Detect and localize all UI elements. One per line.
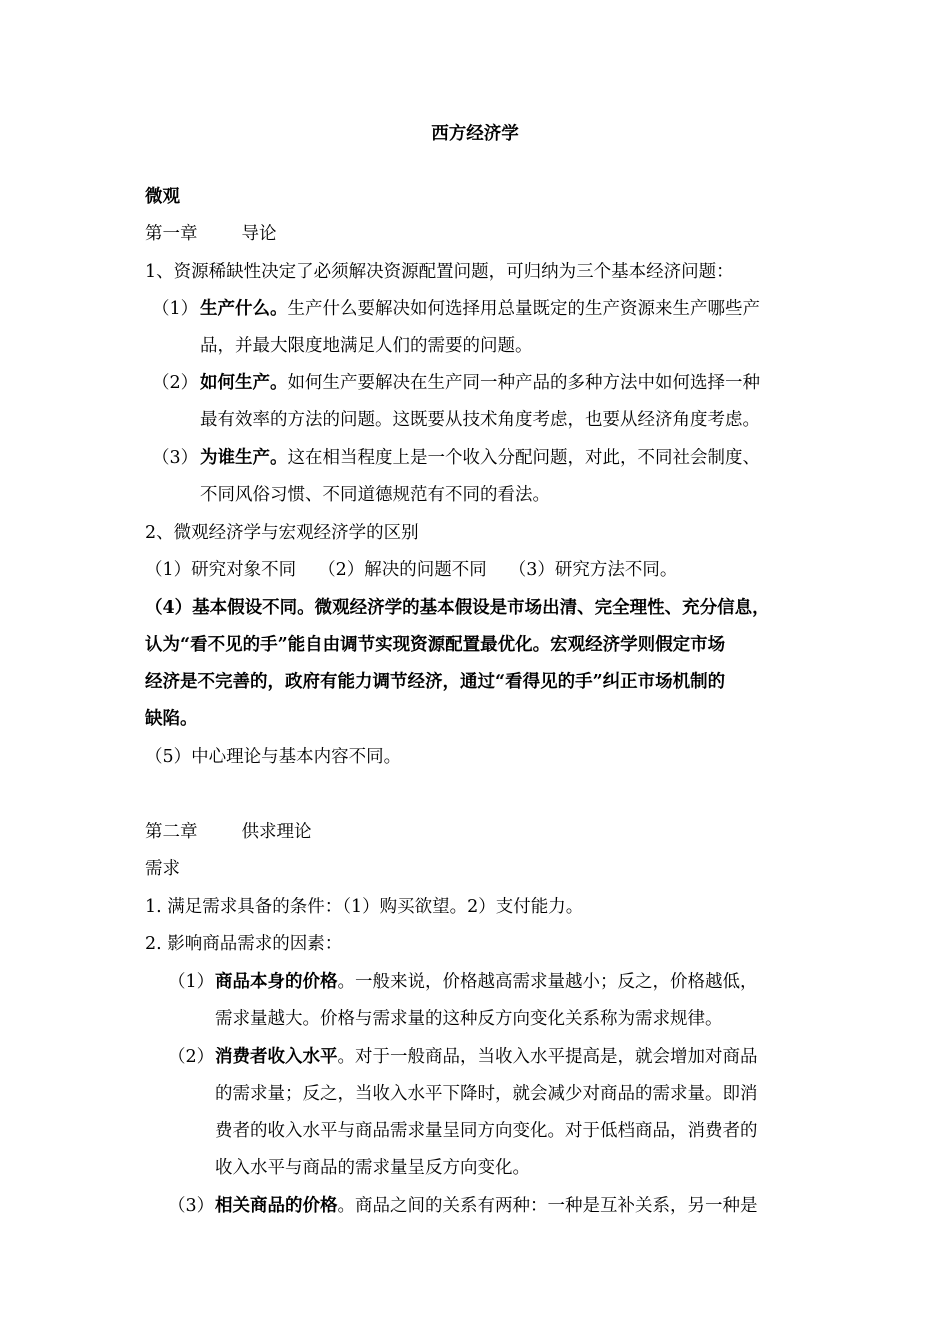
item-2-line-2: 最有效率的方法的问题。这既要从技术角度考虑，也要从经济角度考虑。	[200, 410, 760, 430]
chapter-2-label: 第二章	[145, 822, 198, 842]
item-2-line-1	[200, 371, 813, 395]
factor-3-head: 相关商品的价格	[215, 1196, 338, 1216]
demand-point-2: 2. 影响商品需求的因素：	[145, 934, 343, 954]
factor-2-line-4: 收入水平与商品的需求量呈反方向变化。	[215, 1158, 530, 1178]
chapter-1-label: 第一章	[145, 224, 198, 244]
factor-1-line-2: 需求量越大。价格与需求量的这种反方向变化关系称为需求规律。	[215, 1009, 723, 1029]
item-1-line-2: 品，并最大限度地满足人们的需要的问题。	[200, 336, 533, 356]
chapter-1-heading	[145, 222, 813, 246]
chapter-2-heading	[145, 820, 813, 844]
factor-2-line-3: 费者的收入水平与商品需求量呈同方向变化。对于低档商品，消费者的	[215, 1121, 758, 1141]
factor-2-text: 。对于一般商品，当收入水平提高是，就会增加对商品	[337, 1047, 758, 1067]
bold-para-line-1: （4）基本假设不同。微观经济学的基本假设是市场出清、完全理性、充分信息，	[145, 598, 770, 618]
factor-1-line-1	[215, 970, 813, 994]
difference-3: （3）研究方法不同。	[508, 560, 678, 580]
item-3-line-1	[200, 446, 813, 470]
item-2-head: 如何生产。	[200, 373, 288, 393]
item-2-text: 如何生产要解决在生产同一种产品的多种方法中如何选择一种	[287, 373, 760, 393]
item-3-number: （3）	[152, 448, 199, 468]
item-1-line-1	[200, 297, 813, 321]
item-1-text: 生产什么要解决如何选择用总量既定的生产资源来生产哪些产	[287, 299, 760, 319]
factor-3-number: （3）	[168, 1196, 215, 1216]
item-3-head: 为谁生产。	[200, 448, 288, 468]
doc-title: 西方经济学	[431, 124, 519, 144]
bold-para-line-4: 缺陷。	[145, 709, 198, 729]
chapter-1-name: 导论	[241, 224, 277, 244]
item-2-number: （2）	[152, 373, 199, 393]
difference-2: （2）解决的问题不同	[318, 560, 487, 580]
factor-2-number: （2）	[168, 1047, 215, 1067]
factor-2-line-2: 的需求量；反之，当收入水平下降时，就会减少对商品的需求量。即消	[215, 1084, 758, 1104]
factor-1-head: 商品本身的价格	[215, 972, 338, 992]
factor-1-text: 。一般来说，价格越高需求量越小；反之，价格越低，	[337, 972, 758, 992]
factor-3-line-1	[215, 1194, 813, 1218]
bold-para-line-2: 认为“看不见的手”能自由调节实现资源配置最优化。宏观经济学则假定市场	[145, 635, 726, 655]
paragraph-2: 2、微观经济学与宏观经济学的区别	[145, 523, 419, 543]
paragraph-1: 1、资源稀缺性决定了必须解决资源配置问题，可归纳为三个基本经济问题：	[145, 262, 734, 282]
item-1-head: 生产什么。	[200, 299, 288, 319]
factor-2-line-1	[215, 1045, 813, 1069]
factor-2-head: 消费者收入水平	[215, 1047, 338, 1067]
section-heading: 微观	[145, 187, 180, 207]
bold-para-line-3: 经济是不完善的，政府有能力调节经济，通过“看得见的手”纠正市场机制的	[145, 672, 726, 692]
difference-5: （5）中心理论与基本内容不同。	[145, 747, 402, 767]
demand-point-1: 1. 满足需求具备的条件：（1）购买欲望。2）支付能力。	[145, 897, 584, 917]
chapter-2-name: 供求理论	[241, 822, 312, 842]
factor-3-text: 。商品之间的关系有两种：一种是互补关系，另一种是	[337, 1196, 758, 1216]
factor-1-number: （1）	[168, 972, 215, 992]
differences-row	[145, 558, 813, 582]
item-3-text: 这在相当程度上是一个收入分配问题，对此，不同社会制度、	[287, 448, 760, 468]
item-1-number: （1）	[152, 299, 199, 319]
demand-heading: 需求	[145, 859, 180, 879]
difference-1: （1）研究对象不同	[145, 560, 297, 580]
item-3-line-2: 不同风俗习惯、不同道德规范有不同的看法。	[200, 485, 550, 505]
